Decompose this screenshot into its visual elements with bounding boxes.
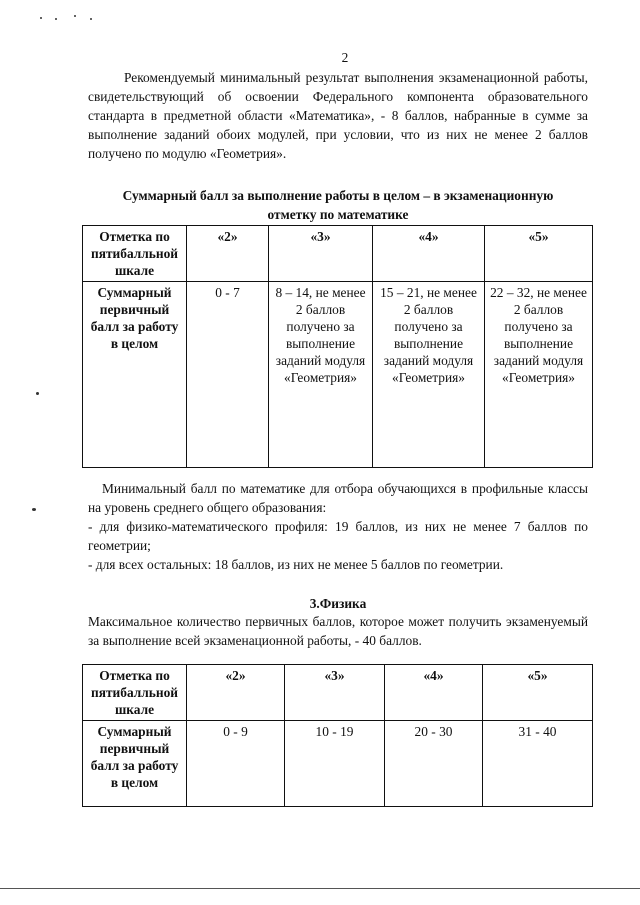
scan-speck xyxy=(32,508,36,511)
profile-item-other: - для всех остальных: 18 баллов, из них не менее 5 баллов по геометрии. xyxy=(88,557,504,572)
row-label-cell: Суммарный первичный балл за работу в целом xyxy=(83,282,187,468)
score-cell: 8 – 14, не менее 2 баллов получено за выполнение заданий модуля «Геометрия» xyxy=(269,282,373,468)
score-cell: 15 – 21, не менее 2 баллов получено за выполнение заданий модуля «Геометрия» xyxy=(373,282,485,468)
score-cell: 10 - 19 xyxy=(285,721,385,807)
math-table-title-line2: отметку по математике xyxy=(267,207,409,222)
scan-bottom-edge xyxy=(0,888,640,889)
scan-speck xyxy=(40,17,42,19)
grade-cell: «3» xyxy=(285,665,385,721)
scan-speck xyxy=(74,15,76,17)
profile-item-physmath: - для физико-математического профиля: 19 баллов, из них не менее 7 баллов по геометрии; xyxy=(88,519,588,553)
score-cell: 31 - 40 xyxy=(483,721,593,807)
score-cell: 20 - 30 xyxy=(385,721,483,807)
grade-cell: «2» xyxy=(187,226,269,282)
profile-paragraph xyxy=(88,479,588,574)
score-cell: 22 – 32, не менее 2 баллов получено за выполнение заданий модуля «Геометрия» xyxy=(485,282,593,468)
profile-intro: Минимальный балл по математике для отбора обучающихся в профильные классы на уровень среднего общего образования: xyxy=(88,481,588,515)
scan-speck xyxy=(55,18,57,20)
physics-score-table xyxy=(82,664,593,807)
table-row xyxy=(83,282,593,468)
row-label-cell: Суммарный первичный балл за работу в целом xyxy=(83,721,187,807)
intro-paragraph: Рекомендуемый минимальный результат выполнения экзаменационной работы, свидетельствующий об освоении Федерального компонента образовательного стандарта в предметной области «Математика», - 8 баллов, набранные в сумме за выполнение заданий обоих модулей, при условии, что из них не менее 2 баллов получено по модулю «Геометрия». xyxy=(88,70,588,161)
physics-heading: 3.Физика xyxy=(309,596,367,611)
score-cell: 0 - 9 xyxy=(187,721,285,807)
grade-cell: «4» xyxy=(385,665,483,721)
grade-cell: «5» xyxy=(483,665,593,721)
math-table-title-line1: Суммарный балл за выполнение работы в целом – в экзаменационную xyxy=(122,188,554,203)
header-label-cell: Отметка по пятибалльной шкале xyxy=(83,226,187,282)
math-table-title xyxy=(88,186,588,224)
grade-cell: «3» xyxy=(269,226,373,282)
grade-cell: «4» xyxy=(373,226,485,282)
page-number: 2 xyxy=(341,50,349,65)
table-row xyxy=(83,226,593,282)
scan-speck xyxy=(36,392,39,395)
math-score-table xyxy=(82,225,593,468)
table-row xyxy=(83,721,593,807)
grade-cell: «5» xyxy=(485,226,593,282)
physics-paragraph: Максимальное количество первичных баллов, которое может получить экзаменуемый за выполнение всей экзаменационной работы, - 40 баллов. xyxy=(88,614,588,648)
scan-speck xyxy=(90,18,92,20)
table-row xyxy=(83,665,593,721)
header-label-cell: Отметка по пятибалльной шкале xyxy=(83,665,187,721)
grade-cell: «2» xyxy=(187,665,285,721)
score-cell: 0 - 7 xyxy=(187,282,269,468)
